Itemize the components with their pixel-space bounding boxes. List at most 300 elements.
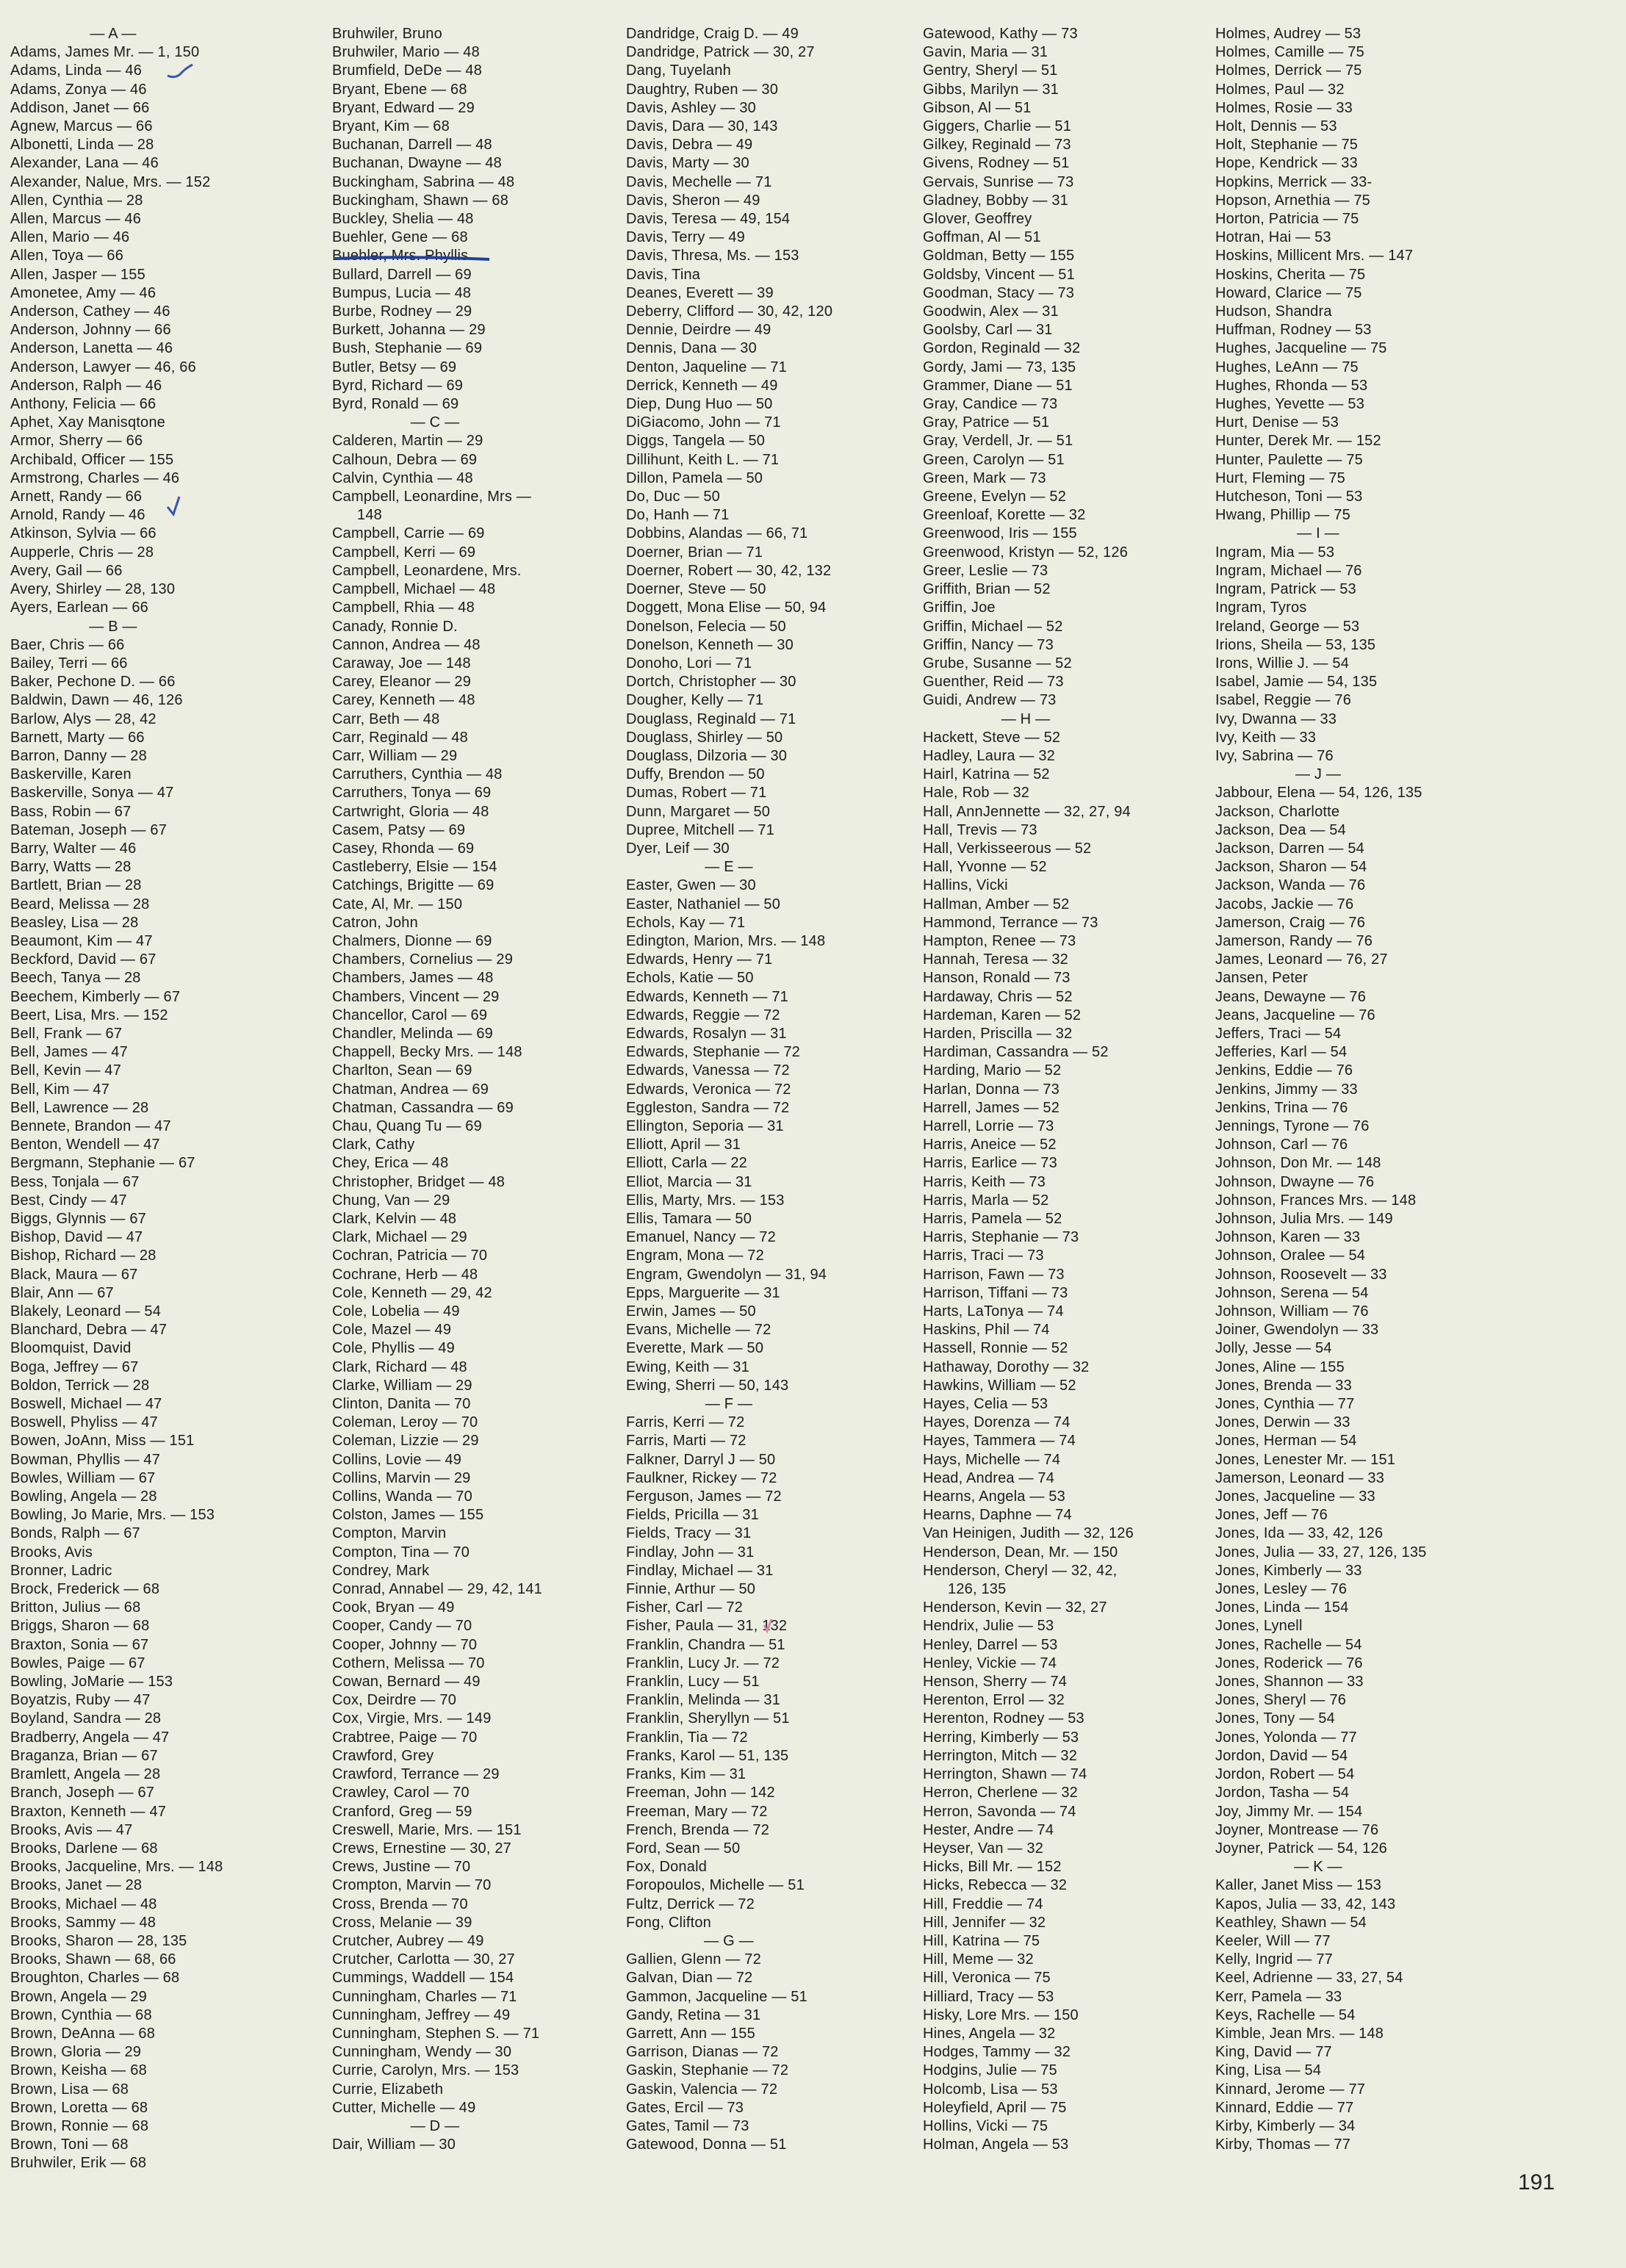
index-entry: Ellis, Tamara — 50 bbox=[626, 1211, 752, 1227]
index-entry: Aphet, Xay Manisqtone bbox=[10, 414, 165, 431]
index-entry: Jackson, Wanda — 76 bbox=[1215, 877, 1366, 894]
index-entry: Barron, Danny — 28 bbox=[10, 747, 147, 764]
index-entry: Christopher, Bridget — 48 bbox=[332, 1173, 506, 1190]
index-entry: Condrey, Mark bbox=[332, 1562, 430, 1579]
index-entry: Baker, Pechone D. — 66 bbox=[10, 674, 176, 691]
index-entry: Isabel, Jamie — 54, 135 bbox=[1215, 674, 1378, 691]
index-entry: Catron, John bbox=[332, 914, 418, 931]
index-entry: Jackson, Dea — 54 bbox=[1215, 821, 1346, 838]
index-entry: Herron, Savonda — 74 bbox=[923, 1803, 1076, 1820]
index-entry: Compton, Tina — 70 bbox=[332, 1544, 470, 1560]
index-entry: Anderson, Cathey — 46 bbox=[10, 303, 170, 320]
index-entry: Fields, Tracy — 31 bbox=[626, 1525, 752, 1542]
index-entry: Henderson, Kevin — 32, 27 bbox=[923, 1599, 1107, 1616]
index-entry: Keathley, Shawn — 54 bbox=[1215, 1914, 1367, 1931]
index-entry: Henderson, Dean, Mr. — 150 bbox=[923, 1544, 1118, 1560]
index-entry: Hurt, Fleming — 75 bbox=[1215, 469, 1345, 486]
index-entry: Do, Duc — 50 bbox=[626, 489, 721, 505]
index-entry: Ireland, George — 53 bbox=[1215, 618, 1360, 635]
index-entry: Hearns, Angela — 53 bbox=[923, 1488, 1065, 1505]
index-entry: Clarke, William — 29 bbox=[332, 1377, 472, 1394]
index-entry: Carruthers, Tonya — 69 bbox=[332, 785, 492, 802]
index-entry: Cummings, Waddell — 154 bbox=[332, 1970, 514, 1987]
index-entry: Jacobs, Jackie — 76 bbox=[1215, 896, 1354, 912]
index-entry: Huffman, Rodney — 53 bbox=[1215, 322, 1372, 339]
index-entry: Herenton, Errol — 32 bbox=[923, 1692, 1065, 1709]
index-entry: Jones, Cynthia — 77 bbox=[1215, 1396, 1355, 1413]
index-entry: Holmes, Audrey — 53 bbox=[1215, 26, 1361, 42]
index-entry: Bailey, Terri — 66 bbox=[10, 655, 128, 672]
index-entry: Edwards, Reggie — 72 bbox=[626, 1007, 780, 1023]
index-entry: Addison, Janet — 66 bbox=[10, 99, 150, 116]
index-entry: Greene, Evelyn — 52 bbox=[923, 489, 1067, 505]
index-entry: Creswell, Marie, Mrs. — 151 bbox=[332, 1821, 522, 1838]
index-entry: Jones, Linda — 154 bbox=[1215, 1599, 1349, 1616]
index-entry: Hudson, Shandra bbox=[1215, 303, 1332, 320]
index-entry: Beasley, Lisa — 28 bbox=[10, 914, 139, 931]
index-entry: Dang, Tuyelanh bbox=[626, 62, 731, 79]
index-entry: Ayers, Earlean — 66 bbox=[10, 600, 148, 616]
index-entry: Davis, Mechelle — 71 bbox=[626, 173, 772, 190]
index-entry: Holcomb, Lisa — 53 bbox=[923, 2081, 1058, 2098]
index-entry: Harris, Aneice — 52 bbox=[923, 1137, 1057, 1153]
index-entry: Franklin, Lucy — 51 bbox=[626, 1674, 760, 1691]
index-entry: Brooks, Shawn — 68, 66 bbox=[10, 1951, 176, 1968]
index-entry: Crutcher, Aubrey — 49 bbox=[332, 1932, 484, 1949]
index-entry: Hanson, Ronald — 73 bbox=[923, 970, 1071, 987]
index-entry: Collins, Lovie — 49 bbox=[332, 1451, 462, 1468]
index-entry: Ellington, Seporia — 31 bbox=[626, 1117, 784, 1134]
index-entry: Diggs, Tangela — 50 bbox=[626, 433, 766, 450]
index-entry: Byrd, Richard — 69 bbox=[332, 377, 464, 394]
index-entry: Harrell, Lorrie — 73 bbox=[923, 1117, 1054, 1134]
index-entry: Bryant, Ebene — 68 bbox=[332, 81, 467, 98]
index-entry: Hayes, Dorenza — 74 bbox=[923, 1414, 1071, 1431]
index-entry: Freeman, Mary — 72 bbox=[626, 1803, 768, 1820]
index-entry: Hicks, Rebecca — 32 bbox=[923, 1877, 1068, 1894]
index-entry: Bowman, Phyllis — 47 bbox=[10, 1451, 161, 1468]
index-entry: Goldsby, Vincent — 51 bbox=[923, 266, 1075, 283]
index-entry: Harrison, Tiffani — 73 bbox=[923, 1284, 1068, 1301]
index-entry: Fox, Donald bbox=[626, 1859, 708, 1876]
index-entry: Franklin, Lucy Jr. — 72 bbox=[626, 1655, 780, 1671]
index-entry: Bumpus, Lucia — 48 bbox=[332, 284, 472, 301]
index-entry: Hampton, Renee — 73 bbox=[923, 932, 1076, 949]
index-entry: Johnson, Carl — 76 bbox=[1215, 1137, 1348, 1153]
index-entry: Anderson, Johnny — 66 bbox=[10, 322, 171, 339]
index-entry: Bowen, JoAnn, Miss — 151 bbox=[10, 1433, 195, 1450]
index-entry: Bruhwiler, Mario — 48 bbox=[332, 44, 480, 61]
index-entry: Harrell, James — 52 bbox=[923, 1099, 1060, 1116]
index-entry: Jones, Lynell bbox=[1215, 1618, 1303, 1635]
index-entry: Avery, Gail — 66 bbox=[10, 562, 123, 579]
index-entry: Herenton, Rodney — 53 bbox=[923, 1710, 1084, 1727]
index-entry: Head, Andrea — 74 bbox=[923, 1469, 1055, 1486]
index-entry: Franklin, Melinda — 31 bbox=[626, 1692, 781, 1709]
index-entry: Jones, Sheryl — 76 bbox=[1215, 1692, 1347, 1709]
index-entry: Jenkins, Trina — 76 bbox=[1215, 1099, 1348, 1116]
index-entry: Hines, Angela — 32 bbox=[923, 2025, 1056, 2042]
index-entry: Barry, Walter — 46 bbox=[10, 840, 137, 857]
index-entry: Davis, Terry — 49 bbox=[626, 229, 745, 246]
index-entry: Irons, Willie J. — 54 bbox=[1215, 655, 1350, 672]
index-entry: Kelly, Ingrid — 77 bbox=[1215, 1951, 1333, 1968]
index-entry: Allen, Mario — 46 bbox=[10, 229, 130, 246]
section-letter-heading: — I — bbox=[1297, 525, 1339, 542]
index-entry: Edwards, Stephanie — 72 bbox=[626, 1044, 800, 1061]
section-letter-heading: — G — bbox=[704, 1932, 754, 1949]
index-entry: Kinnard, Jerome — 77 bbox=[1215, 2081, 1366, 2098]
index-entry: Hall, Verkisseerous — 52 bbox=[923, 840, 1092, 857]
index-entry: Donelson, Kenneth — 30 bbox=[626, 636, 794, 653]
index-entry: Jamerson, Randy — 76 bbox=[1215, 932, 1373, 949]
index-entry: Allen, Marcus — 46 bbox=[10, 211, 142, 228]
index-entry: Everette, Mark — 50 bbox=[626, 1340, 764, 1357]
index-entry: Crawford, Grey bbox=[332, 1747, 434, 1764]
index-entry: Jordon, Robert — 54 bbox=[1215, 1766, 1355, 1783]
index-entry: Davis, Debra — 49 bbox=[626, 137, 753, 154]
index-entry: Cutter, Michelle — 49 bbox=[332, 2099, 476, 2116]
index-entry: Fultz, Derrick — 72 bbox=[626, 1896, 755, 1912]
index-entry: Bateman, Joseph — 67 bbox=[10, 821, 168, 838]
index-entry: Beert, Lisa, Mrs. — 152 bbox=[10, 1007, 168, 1023]
index-entry: Henley, Vickie — 74 bbox=[923, 1655, 1057, 1671]
index-entry: King, David — 77 bbox=[1215, 2044, 1332, 2061]
index-entry: Beckford, David — 67 bbox=[10, 951, 157, 968]
index-entry: Jones, Tony — 54 bbox=[1215, 1710, 1335, 1727]
index-entry: Hackett, Steve — 52 bbox=[923, 729, 1061, 746]
index-entry: Gavin, Maria — 31 bbox=[923, 44, 1048, 61]
index-entry: Bass, Robin — 67 bbox=[10, 803, 132, 820]
index-entry: Epps, Marguerite — 31 bbox=[626, 1284, 780, 1301]
index-entry: Keel, Adrienne — 33, 27, 54 bbox=[1215, 1970, 1403, 1987]
index-entry: Jones, Kimberly — 33 bbox=[1215, 1562, 1362, 1579]
index-entry: Braxton, Kenneth — 47 bbox=[10, 1803, 167, 1820]
index-entry: Hammond, Terrance — 73 bbox=[923, 914, 1098, 931]
index-entry: Amonetee, Amy — 46 bbox=[10, 284, 157, 301]
index-entry: Hallman, Amber — 52 bbox=[923, 896, 1070, 912]
index-entry: Davis, Marty — 30 bbox=[626, 155, 749, 172]
index-entry: Jones, Derwin — 33 bbox=[1215, 1414, 1350, 1431]
index-entry: Brooks, Darlene — 68 bbox=[10, 1840, 158, 1857]
index-entry: Hale, Rob — 32 bbox=[923, 785, 1030, 802]
index-entry: Bowling, Angela — 28 bbox=[10, 1488, 157, 1505]
index-entry: Johnson, Dwayne — 76 bbox=[1215, 1173, 1375, 1190]
index-entry: Hardaway, Chris — 52 bbox=[923, 988, 1073, 1005]
index-entry: Brooks, Sammy — 48 bbox=[10, 1914, 157, 1931]
index-entry: Biggs, Glynnis — 67 bbox=[10, 1211, 146, 1227]
index-entry: Cate, Al, Mr. — 150 bbox=[332, 896, 463, 912]
index-entry: Garrett, Ann — 155 bbox=[626, 2025, 755, 2042]
index-entry: Gentry, Sheryl — 51 bbox=[923, 62, 1058, 79]
index-entry: Glover, Geoffrey bbox=[923, 211, 1032, 228]
index-entry: Hill, Katrina — 75 bbox=[923, 1932, 1040, 1949]
index-entry: Barnett, Marty — 66 bbox=[10, 729, 145, 746]
index-entry: Denton, Jaqueline — 71 bbox=[626, 359, 787, 375]
index-entry: Franklin, Sheryllyn — 51 bbox=[626, 1710, 790, 1727]
index-entry: Cross, Melanie — 39 bbox=[332, 1914, 472, 1931]
index-entry: Boyatzis, Ruby — 47 bbox=[10, 1692, 151, 1709]
index-entry: Campbell, Rhia — 48 bbox=[332, 600, 475, 616]
section-letter-heading: — B — bbox=[89, 618, 137, 635]
index-entry: Hughes, Rhonda — 53 bbox=[1215, 377, 1368, 394]
index-entry: Brown, Loretta — 68 bbox=[10, 2099, 148, 2116]
index-entry: Dougher, Kelly — 71 bbox=[626, 692, 764, 709]
index-entry: Blair, Ann — 67 bbox=[10, 1284, 114, 1301]
index-entry: Bruhwiler, Bruno bbox=[332, 26, 442, 42]
index-entry: Chancellor, Carol — 69 bbox=[332, 1007, 488, 1023]
index-entry: Campbell, Kerri — 69 bbox=[332, 544, 476, 561]
index-entry: Best, Cindy — 47 bbox=[10, 1192, 127, 1209]
index-entry: Do, Hanh — 71 bbox=[626, 507, 730, 524]
index-entry: French, Brenda — 72 bbox=[626, 1821, 770, 1838]
index-entry: Harris, Keith — 73 bbox=[923, 1173, 1046, 1190]
section-letter-heading: — H — bbox=[1001, 710, 1051, 727]
index-entry: Bowling, Jo Marie, Mrs. — 153 bbox=[10, 1507, 215, 1524]
index-entry: Cole, Kenneth — 29, 42 bbox=[332, 1284, 492, 1301]
index-entry: Holmes, Camille — 75 bbox=[1215, 44, 1364, 61]
index-entry: Engram, Mona — 72 bbox=[626, 1248, 764, 1264]
index-entry: Giggers, Charlie — 51 bbox=[923, 118, 1072, 135]
index-entry: Henson, Sherry — 74 bbox=[923, 1674, 1068, 1691]
index-entry: Kerr, Pamela — 33 bbox=[1215, 1988, 1342, 2005]
section-letter-heading: — A — bbox=[90, 26, 137, 42]
index-entry: Beech, Tanya — 28 bbox=[10, 970, 141, 987]
index-column-1 bbox=[10, 25, 304, 2173]
index-entry: Baldwin, Dawn — 46, 126 bbox=[10, 692, 183, 709]
index-entry: Davis, Tina bbox=[626, 266, 701, 283]
index-entry: Isabel, Reggie — 76 bbox=[1215, 692, 1352, 709]
index-entry: Brown, DeAnna — 68 bbox=[10, 2025, 156, 2042]
index-entry: Carr, William — 29 bbox=[332, 747, 458, 764]
index-entry: Hester, Andre — 74 bbox=[923, 1821, 1054, 1838]
index-entry: Buckingham, Shawn — 68 bbox=[332, 192, 509, 209]
index-entry: Cochrane, Herb — 48 bbox=[332, 1266, 478, 1283]
index-entry: Hadley, Laura — 32 bbox=[923, 747, 1055, 764]
index-entry: Davis, Ashley — 30 bbox=[626, 99, 757, 116]
index-entry: Douglass, Reginald — 71 bbox=[626, 710, 796, 727]
index-entry: Fields, Pricilla — 31 bbox=[626, 1507, 759, 1524]
index-entry: Griffith, Brian — 52 bbox=[923, 581, 1051, 598]
index-entry: Jones, Roderick — 76 bbox=[1215, 1655, 1363, 1671]
index-entry: Carr, Beth — 48 bbox=[332, 710, 440, 727]
index-entry: Crawford, Terrance — 29 bbox=[332, 1766, 500, 1783]
index-entry: Horton, Patricia — 75 bbox=[1215, 211, 1359, 228]
index-entry: Ivy, Dwanna — 33 bbox=[1215, 710, 1337, 727]
index-entry: Deberry, Clifford — 30, 42, 120 bbox=[626, 303, 833, 320]
index-entry: Johnson, William — 76 bbox=[1215, 1303, 1369, 1320]
index-entry: Barlow, Alys — 28, 42 bbox=[10, 710, 157, 727]
index-entry: Findlay, John — 31 bbox=[626, 1544, 755, 1560]
index-entry: Faulkner, Rickey — 72 bbox=[626, 1469, 777, 1486]
index-entry: Broughton, Charles — 68 bbox=[10, 1970, 180, 1987]
index-entry: Beaumont, Kim — 47 bbox=[10, 932, 153, 949]
index-entry: Bell, Lawrence — 28 bbox=[10, 1099, 149, 1116]
index-entry: Collins, Marvin — 29 bbox=[332, 1469, 471, 1486]
index-entry: Bell, Kevin — 47 bbox=[10, 1062, 122, 1079]
index-entry: Ingram, Patrick — 53 bbox=[1215, 581, 1356, 598]
index-entry: Easter, Gwen — 30 bbox=[626, 877, 756, 894]
index-entry: Anthony, Felicia — 66 bbox=[10, 396, 157, 413]
index-entry: Clinton, Danita — 70 bbox=[332, 1396, 471, 1413]
index-entry: Crews, Ernestine — 30, 27 bbox=[332, 1840, 511, 1857]
index-entry: Carruthers, Cynthia — 48 bbox=[332, 766, 503, 783]
index-entry: Jackson, Charlotte bbox=[1215, 803, 1340, 820]
index-entry: Campbell, Leonardene, Mrs. bbox=[332, 562, 522, 579]
index-entry: Bloomquist, David bbox=[10, 1340, 132, 1357]
index-entry: Crabtree, Paige — 70 bbox=[332, 1729, 478, 1746]
index-entry: Holmes, Rosie — 33 bbox=[1215, 99, 1353, 116]
index-entry: Douglass, Shirley — 50 bbox=[626, 729, 783, 746]
index-entry: Findlay, Michael — 31 bbox=[626, 1562, 774, 1579]
index-entry: Jones, Shannon — 33 bbox=[1215, 1674, 1364, 1691]
index-entry: DiGiacomo, John — 71 bbox=[626, 414, 781, 431]
index-entry: Greenwood, Kristyn — 52, 126 bbox=[923, 544, 1129, 561]
index-entry: Doerner, Steve — 50 bbox=[626, 581, 766, 598]
index-entry: Ingram, Michael — 76 bbox=[1215, 562, 1362, 579]
index-entry: Duffy, Brendon — 50 bbox=[626, 766, 765, 783]
index-entry: Chambers, Vincent — 29 bbox=[332, 988, 500, 1005]
index-entry: Blakely, Leonard — 54 bbox=[10, 1303, 162, 1320]
index-entry: Braganza, Brian — 67 bbox=[10, 1747, 158, 1764]
index-entry: Boga, Jeffrey — 67 bbox=[10, 1358, 139, 1375]
index-entry: Holmes, Derrick — 75 bbox=[1215, 62, 1362, 79]
index-entry: Irions, Sheila — 53, 135 bbox=[1215, 636, 1376, 653]
index-entry: Ingram, Mia — 53 bbox=[1215, 544, 1335, 561]
index-entry: Deanes, Everett — 39 bbox=[626, 284, 774, 301]
index-entry: Crutcher, Carlotta — 30, 27 bbox=[332, 1951, 515, 1968]
index-entry: Gaskin, Stephanie — 72 bbox=[626, 2062, 789, 2079]
index-entry: Cox, Virgie, Mrs. — 149 bbox=[332, 1710, 492, 1727]
index-entry: Dunn, Margaret — 50 bbox=[626, 803, 771, 820]
index-entry: Greenwood, Iris — 155 bbox=[923, 525, 1077, 542]
index-entry: Hall, Yvonne — 52 bbox=[923, 859, 1047, 876]
index-entry: Bergmann, Stephanie — 67 bbox=[10, 1155, 195, 1172]
index-entry: Jones, Brenda — 33 bbox=[1215, 1377, 1352, 1394]
index-entry: Carey, Eleanor — 29 bbox=[332, 674, 472, 691]
index-entry: Colston, James — 155 bbox=[332, 1507, 484, 1524]
index-entry: Herrington, Shawn — 74 bbox=[923, 1766, 1087, 1783]
index-entry: Bruhwiler, Erik — 68 bbox=[10, 2155, 147, 2172]
index-entry: Bell, James — 47 bbox=[10, 1044, 128, 1061]
index-entry: Bartlett, Brian — 28 bbox=[10, 877, 142, 894]
index-entry: Anderson, Lanetta — 46 bbox=[10, 340, 173, 357]
index-entry: Jamerson, Craig — 76 bbox=[1215, 914, 1366, 931]
index-entry: Cothern, Melissa — 70 bbox=[332, 1655, 485, 1671]
index-entry: Dobbins, Alandas — 66, 71 bbox=[626, 525, 808, 542]
index-entry: Buchanan, Dwayne — 48 bbox=[332, 155, 503, 172]
index-entry: Franks, Kim — 31 bbox=[626, 1766, 747, 1783]
index-entry: Chambers, Cornelius — 29 bbox=[332, 951, 514, 968]
index-entry: Farris, Kerri — 72 bbox=[626, 1414, 745, 1431]
index-entry: Edington, Marion, Mrs. — 148 bbox=[626, 932, 826, 949]
index-entry: Chalmers, Dionne — 69 bbox=[332, 932, 492, 949]
index-entry: Gammon, Jacqueline — 51 bbox=[626, 1988, 807, 2005]
index-entry: Clark, Kelvin — 48 bbox=[332, 1211, 457, 1227]
index-entry: Hodges, Tammy — 32 bbox=[923, 2044, 1071, 2061]
index-entry: Brown, Cynthia — 68 bbox=[10, 2006, 152, 2023]
index-entry: Freeman, John — 142 bbox=[626, 1785, 775, 1801]
index-entry: Currie, Carolyn, Mrs. — 153 bbox=[332, 2062, 519, 2079]
index-entry: Brown, Gloria — 29 bbox=[10, 2044, 142, 2061]
index-entry: Aupperle, Chris — 28 bbox=[10, 544, 154, 561]
index-entry: Crompton, Marvin — 70 bbox=[332, 1877, 492, 1894]
index-entry: Jansen, Peter bbox=[1215, 970, 1309, 987]
index-entry: Campbell, Leonardine, Mrs — bbox=[332, 489, 532, 505]
index-entry: Dillihunt, Keith L. — 71 bbox=[626, 451, 780, 468]
index-entry: Howard, Clarice — 75 bbox=[1215, 284, 1362, 301]
index-entry: Kinnard, Eddie — 77 bbox=[1215, 2099, 1354, 2116]
index-entry: Cook, Bryan — 49 bbox=[332, 1599, 455, 1616]
index-entry: Clark, Michael — 29 bbox=[332, 1229, 467, 1246]
index-entry: Cole, Mazel — 49 bbox=[332, 1322, 452, 1339]
section-letter-heading: — F — bbox=[705, 1396, 753, 1413]
index-entry: Hutcheson, Toni — 53 bbox=[1215, 489, 1363, 505]
index-entry: Joyner, Patrick — 54, 126 bbox=[1215, 1840, 1388, 1857]
index-entry: Brown, Angela — 29 bbox=[10, 1988, 147, 2005]
index-entry: Joyner, Montrease — 76 bbox=[1215, 1821, 1379, 1838]
index-entry: Grammer, Diane — 51 bbox=[923, 377, 1073, 394]
index-entry-continuation: 148 bbox=[357, 507, 382, 524]
index-entry: Hall, AnnJennette — 32, 27, 94 bbox=[923, 803, 1131, 820]
index-entry: Cross, Brenda — 70 bbox=[332, 1896, 468, 1912]
index-entry: Briggs, Sharon — 68 bbox=[10, 1618, 150, 1635]
index-entry: Cole, Lobelia — 49 bbox=[332, 1303, 460, 1320]
index-entry: Black, Maura — 67 bbox=[10, 1266, 138, 1283]
index-entry: Adams, Zonya — 46 bbox=[10, 81, 147, 98]
index-entry: Conrad, Annabel — 29, 42, 141 bbox=[332, 1581, 543, 1598]
index-entry: Jabbour, Elena — 54, 126, 135 bbox=[1215, 785, 1422, 802]
index-entry: Hurt, Denise — 53 bbox=[1215, 414, 1339, 431]
index-entry: Donelson, Felecia — 50 bbox=[626, 618, 786, 635]
index-entry: Ingram, Tyros bbox=[1215, 600, 1307, 616]
index-entry: Bowling, JoMarie — 153 bbox=[10, 1674, 173, 1691]
index-entry: Brock, Frederick — 68 bbox=[10, 1581, 160, 1598]
index-entry: Jenkins, Jimmy — 33 bbox=[1215, 1081, 1358, 1098]
index-entry: Farris, Marti — 72 bbox=[626, 1433, 747, 1450]
index-entry: Buckingham, Sabrina — 48 bbox=[332, 173, 515, 190]
index-entry: Keeler, Will — 77 bbox=[1215, 1932, 1331, 1949]
index-entry: Brooks, Michael — 48 bbox=[10, 1896, 157, 1912]
index-entry: Cowan, Bernard — 49 bbox=[332, 1674, 481, 1691]
index-entry: Baskerville, Sonya — 47 bbox=[10, 785, 174, 802]
index-entry: Fisher, Paula — 31, 132 bbox=[626, 1618, 788, 1635]
index-entry: Green, Mark — 73 bbox=[923, 469, 1046, 486]
index-entry: Gordy, Jami — 73, 135 bbox=[923, 359, 1076, 375]
index-entry: Gibson, Al — 51 bbox=[923, 99, 1032, 116]
index-entry: Bowles, Paige — 67 bbox=[10, 1655, 145, 1671]
index-entry: Brooks, Janet — 28 bbox=[10, 1877, 143, 1894]
index-entry: Davis, Sheron — 49 bbox=[626, 192, 760, 209]
index-entry: Dortch, Christopher — 30 bbox=[626, 674, 796, 691]
index-entry: Dandridge, Craig D. — 49 bbox=[626, 26, 799, 42]
index-entry: Carr, Reginald — 48 bbox=[332, 729, 469, 746]
index-entry: Gates, Ercil — 73 bbox=[626, 2099, 744, 2116]
index-entry: Alexander, Nalue, Mrs. — 152 bbox=[10, 173, 211, 190]
index-entry: Cochran, Patricia — 70 bbox=[332, 1248, 488, 1264]
index-entry: Compton, Marvin bbox=[332, 1525, 447, 1542]
index-entry: Evans, Michelle — 72 bbox=[626, 1322, 771, 1339]
index-entry: King, Lisa — 54 bbox=[1215, 2062, 1322, 2079]
index-entry: Givens, Rodney — 51 bbox=[923, 155, 1070, 172]
index-entry: Holt, Dennis — 53 bbox=[1215, 118, 1337, 135]
index-entry: Hollins, Vicki — 75 bbox=[923, 2117, 1048, 2134]
index-entry: Boyland, Sandra — 28 bbox=[10, 1710, 162, 1727]
index-entry: Dillon, Pamela — 50 bbox=[626, 469, 763, 486]
index-entry: Johnson, Roosevelt — 33 bbox=[1215, 1266, 1387, 1283]
index-entry: Fong, Clifton bbox=[626, 1914, 711, 1931]
section-letter-heading: — D — bbox=[410, 2117, 460, 2134]
